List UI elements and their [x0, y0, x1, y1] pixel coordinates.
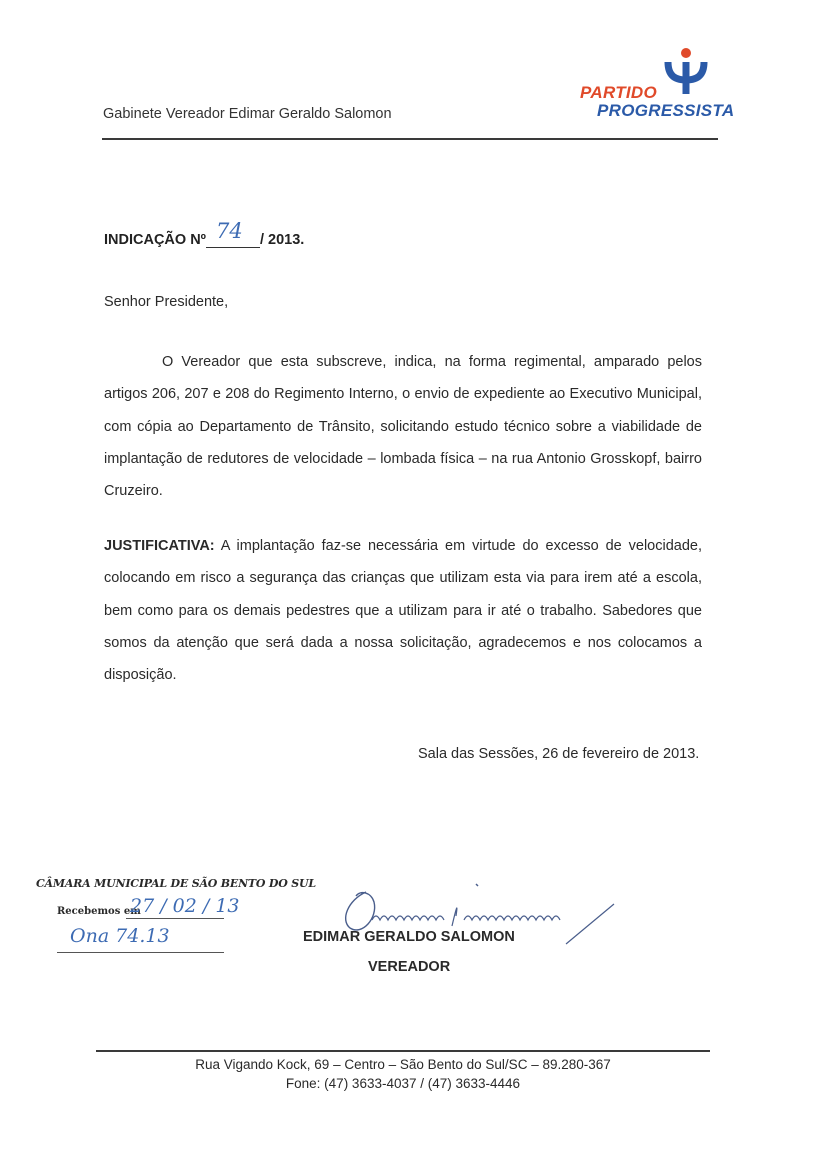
title-prefix: INDICAÇÃO Nº — [104, 232, 206, 248]
logo-word-partido: PARTIDO — [580, 83, 658, 102]
signer-role: VEREADOR — [368, 959, 451, 975]
footer-divider — [96, 1050, 710, 1052]
party-emblem-icon — [664, 48, 720, 94]
main-paragraph — [104, 346, 702, 507]
stamp-received-label: Recebemos em — [57, 906, 141, 917]
main-paragraph-text: O Vereador que esta subscreve, indica, na forma regimental, amparado pelos artigos 206, 207 e 208 do Regimento Interno, o envio de expediente ao Executivo Municipal, com cópia ao Departamento de Trânsito, solicitando estudo técnico sobre a viabilidade de implantação de redutores de velocidade – lombada física – na rua Antonio Grosskopf, bairro Cruzeiro. — [104, 354, 702, 500]
signer-name: EDIMAR GERALDO SALOMON — [303, 929, 515, 945]
document-title — [104, 219, 305, 248]
stamp-date-line — [126, 918, 224, 919]
justification-text: A implantação faz-se necessária em virtude do excesso de velocidade, colocando em risco a segurança das crianças que utilizam esta via para irem até a escola, bem como para os demais pedestres que a utilizam para ir até o trabalho. Sabedores que somos da atenção que será dada a nossa solicitação, agradecemos e nos colocamos a disposição. — [104, 538, 703, 684]
footer-phone: Fone: (47) 3633-4037 / (47) 3633-4446 — [285, 1076, 521, 1091]
party-logo — [578, 48, 735, 122]
stamp-received-date: 27 / 02 / 13 — [130, 895, 240, 917]
header-office: Gabinete Vereador Edimar Geraldo Salomon — [103, 106, 392, 122]
stamp-reference-line — [57, 952, 224, 953]
handwritten-number: 74 — [215, 219, 243, 243]
justification-paragraph — [104, 530, 702, 691]
logo-word-progressista: PROGRESSISTA — [597, 101, 735, 120]
stamp-institution: CÂMARA MUNICIPAL DE SÃO BENTO DO SUL — [36, 877, 316, 890]
number-blank — [206, 219, 260, 248]
title-suffix: / 2013. — [259, 232, 305, 248]
justification-label: JUSTIFICATIVA: — [104, 538, 215, 554]
salutation: Senhor Presidente, — [104, 294, 229, 310]
footer-address: Rua Vigando Kock, 69 – Centro – São Bento do Sul/SC – 89.280-367 — [195, 1057, 611, 1072]
place-date: Sala das Sessões, 26 de fevereiro de 2013. — [418, 746, 700, 762]
header-divider — [102, 138, 718, 140]
stamp-reference: Ona 74.13 — [70, 925, 170, 947]
